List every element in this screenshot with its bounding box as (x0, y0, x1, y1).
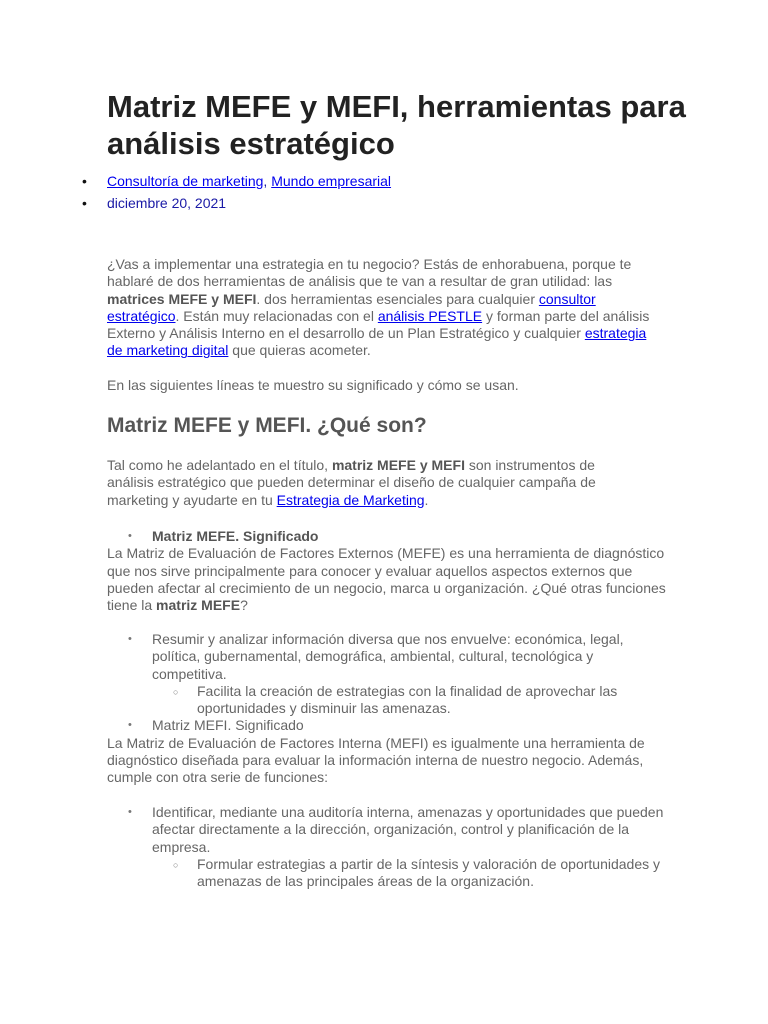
mefi-description: La Matriz de Evaluación de Factores Interna (MEFI) es igualmente una herramienta de diagnóstico diseñada para evaluar la información interna de nuestro negocio. Además, cumple con otra serie de funciones: (107, 734, 645, 786)
mefi-list (107, 804, 667, 890)
mefe-list (107, 631, 647, 787)
category-separator: , (263, 173, 272, 189)
mefi-heading: • Matriz MEFI. Significado (107, 717, 647, 734)
mefe-description: La Matriz de Evaluación de Factores Externos (MEFE) es una herramienta de diagnóstico que nos sirve principalmente para conocer y evaluar aquellos aspectos externos que pueden afectar al crecimiento de un negocio, marca u organización. ¿Qué otras funciones tiene la matriz MEFE? (107, 545, 666, 614)
mefe-section (107, 528, 667, 614)
category-link-marketing[interactable]: Consultoría de marketing (107, 173, 264, 189)
intro-followup-paragraph: En las siguientes líneas te muestro su significado y cómo se usan. (107, 377, 519, 393)
category-link-mundo-empresarial[interactable]: Mundo empresarial (271, 173, 392, 189)
link-estrategia-marketing-digital[interactable]: estrategia de marketing digital (107, 325, 647, 359)
mefi-sub-bullet-1: ○ Formular estrategias a partir de la síntesis y valoración de oportunidades y amenazas de las principales áreas de la organización. (107, 856, 667, 891)
link-analisis-pestle[interactable]: análisis PESTLE (377, 307, 483, 324)
meta-categories (82, 170, 391, 192)
mefi-bullet-1: • Identificar, mediante una auditoría interna, amenazas y oportunidades que pueden afectar directamente a la dirección, organización, control y planificación de la empresa. (107, 804, 667, 856)
mefe-sub-bullet-1: ○ Facilita la creación de estrategias con la finalidad de aprovechar las oportunidades y disminuir las amenazas. (107, 683, 647, 718)
link-consultor-estrategico[interactable]: consultor estratégico (107, 290, 596, 324)
link-estrategia-de-marketing[interactable]: Estrategia de Marketing (276, 491, 425, 508)
mefe-heading-item (107, 528, 667, 545)
intro-paragraph: ¿Vas a implementar una estrategia en tu negocio? Estás de enhorabuena, porque te hablaré de dos herramientas de análisis que te van a resultar de gran utilidad: las matrices MEFE y MEFI. dos herramientas esenciales para cualquier consultor estratégico. Están muy relacionadas con el análisis PESTLE y forman parte del análisis Externo y Análisis Interno en el desarrollo de un Plan Estratégico y cualquier estrategia de marketing digital que quieras acometer. (107, 256, 650, 359)
article-meta (82, 170, 391, 214)
mefe-heading: Matriz MEFE. Significado (152, 528, 319, 544)
mefe-bullet-1: • Resumir y analizar información diversa que nos envuelve: económica, legal, política, gubernamental, demográfica, ambiental, cultural, tecnológica y competitiva. (107, 631, 647, 683)
article-title: Matriz MEFE y MEFI, herramientas para análisis estratégico (107, 89, 686, 161)
definition-paragraph: Tal como he adelantado en el título, matriz MEFE y MEFI son instrumentos de análisis estratégico que pueden determinar el diseño de cualquier campaña de marketing y ayudarte en tu Estrategia de Marketing. (107, 457, 596, 508)
meta-date: • diciembre 20, 2021 (82, 192, 391, 214)
section-heading: Matriz MEFE y MEFI. ¿Qué son? (107, 414, 427, 437)
